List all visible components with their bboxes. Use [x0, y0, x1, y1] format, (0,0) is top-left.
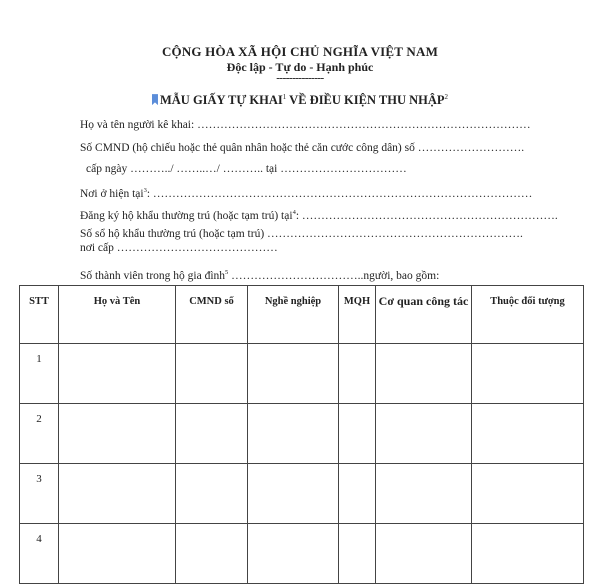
motto: Độc lập - Tự do - Hạnh phúc	[226, 60, 374, 74]
cell-name[interactable]	[59, 344, 176, 404]
cell-name[interactable]	[59, 404, 176, 464]
column-header-occupation: Nghề nghiệp	[248, 286, 339, 344]
household-booklet-field: Số sổ hộ khẩu thường trú (hoặc tạm trú) …………………………………………………………. nơi cấp ……………………………………	[80, 228, 523, 254]
cell-id[interactable]	[176, 524, 248, 584]
form-title-rest: VỀ ĐIỀU KIỆN THU NHẬP	[286, 93, 445, 108]
cell-relationship[interactable]	[339, 344, 376, 404]
table-row	[20, 524, 584, 584]
footnote-4: 4	[292, 209, 296, 216]
form-title	[0, 93, 600, 108]
members-dots: ……………………………..người, bao gồm:	[228, 269, 440, 282]
members-label: Số thành viên trong hộ gia đình	[80, 269, 226, 282]
residence-dots: : ………………………………………………………………………………………	[146, 187, 533, 200]
cell-name[interactable]	[59, 464, 176, 524]
footnote-5: 5	[225, 269, 229, 276]
cell-workplace[interactable]	[376, 344, 472, 404]
cell-category[interactable]	[472, 344, 584, 404]
form-title-main: MẪU GIẤY TỰ KHAI	[159, 93, 283, 108]
table-row	[20, 464, 584, 524]
table-row	[20, 404, 584, 464]
table-row	[20, 344, 584, 404]
footnote-1: 1	[282, 93, 287, 101]
cell-occupation[interactable]	[248, 344, 339, 404]
row-number: 1	[20, 344, 59, 404]
cell-relationship[interactable]	[339, 464, 376, 524]
footnote-3: 3	[143, 187, 147, 194]
cell-workplace[interactable]	[376, 404, 472, 464]
cell-relationship[interactable]	[339, 524, 376, 584]
cell-id[interactable]	[176, 464, 248, 524]
footnote-2: 2	[444, 93, 449, 101]
current-residence-field	[80, 184, 542, 201]
household-members-field	[80, 266, 542, 283]
column-header-id: CMND số	[176, 286, 248, 344]
residence-label: Nơi ở hiện tại	[80, 187, 144, 200]
household-dots: : ………………………………………………………….	[295, 209, 558, 222]
declarant-name-field: Họ và tên người kê khai: ……………………………………………………………………………	[80, 119, 531, 131]
cell-category[interactable]	[472, 464, 584, 524]
cell-occupation[interactable]	[248, 524, 339, 584]
row-number: 4	[20, 524, 59, 584]
bookmark-icon	[152, 94, 158, 105]
column-header-category: Thuộc đối tượng	[472, 286, 584, 344]
cell-occupation[interactable]	[248, 464, 339, 524]
cell-name[interactable]	[59, 524, 176, 584]
id-number-field: Số CMND (hộ chiếu hoặc thẻ quân nhân hoặc thẻ căn cước công dân) số ……………………….	[80, 142, 525, 154]
cell-id[interactable]	[176, 404, 248, 464]
nation-title: CỘNG HÒA XÃ HỘI CHỦ NGHĨA VIỆT NAM	[161, 44, 439, 59]
cell-workplace[interactable]	[376, 524, 472, 584]
cell-occupation[interactable]	[248, 404, 339, 464]
row-number: 2	[20, 404, 59, 464]
issue-date-place-field: cấp ngày ………../ ……..…/ ……….. tại ……………………………	[86, 163, 407, 175]
household-members-table	[19, 285, 584, 584]
cell-relationship[interactable]	[339, 404, 376, 464]
household-registration-field	[80, 206, 558, 223]
cell-category[interactable]	[472, 404, 584, 464]
column-header-workplace: Cơ quan công tác	[376, 286, 472, 344]
column-header-name: Họ và Tên	[59, 286, 176, 344]
header-separator: ---------------	[276, 72, 324, 84]
household-label: Đăng ký hộ khẩu thường trú (hoặc tạm trú) tại	[80, 209, 293, 222]
table-header-row	[20, 286, 584, 344]
column-header-stt: STT	[20, 286, 59, 344]
row-number: 3	[20, 464, 59, 524]
cell-workplace[interactable]	[376, 464, 472, 524]
cell-id[interactable]	[176, 344, 248, 404]
cell-category[interactable]	[472, 524, 584, 584]
column-header-relationship: MQH	[339, 286, 376, 344]
